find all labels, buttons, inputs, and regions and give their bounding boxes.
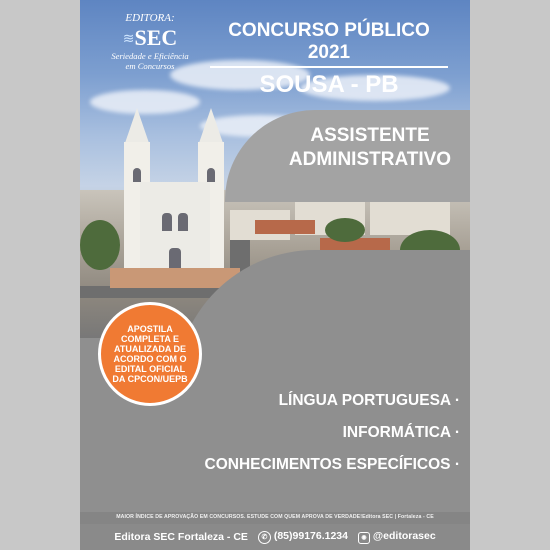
roof [255, 220, 315, 234]
exam-title [210, 20, 448, 99]
publisher-label: EDITORA: [125, 12, 175, 24]
book-cover [80, 0, 470, 550]
tagline: MAIOR ÍNDICE DE APROVAÇÃO EM CONCURSOS. ESTUDE COM QUEM APROVA DE VERDADE!Editora SEC | Fortaleza - CE [116, 514, 434, 520]
subject-item: INFORMÁTICA · [342, 424, 460, 441]
tree [80, 220, 120, 270]
publisher-slogan-2: em Concursos [125, 61, 175, 71]
exam-name: CONCURSO PÚBLICO 2021 [210, 20, 448, 68]
subject-item: LÍNGUA PORTUGUESA · [278, 392, 460, 409]
job-title [240, 124, 470, 172]
subject-item: CONHECIMENTOS ESPECÍFICOS · [204, 456, 460, 473]
church-window [178, 213, 188, 231]
contact-footer [80, 524, 470, 550]
publisher-name: SEC [134, 25, 178, 50]
church-window [207, 168, 215, 182]
church-window [162, 213, 172, 231]
church-spire [198, 108, 224, 146]
whatsapp-icon: ✆ [258, 531, 271, 544]
instagram-icon: ◉ [358, 532, 370, 544]
publisher-location: Editora SEC Fortaleza - CE [114, 531, 248, 543]
instagram-contact [358, 530, 436, 544]
edition-badge [98, 302, 202, 406]
edition-badge-text: APOSTILA COMPLETA E ATUALIZADA DE ACORDO COM O EDITAL OFICIAL DA CPCON/UEPB [112, 324, 188, 384]
exam-location: SOUSA - PB [259, 71, 399, 98]
publisher-logo [102, 25, 198, 51]
job-title-line-2: ADMINISTRATIVO [288, 149, 452, 170]
wave-logo-icon: ≋ [122, 29, 133, 46]
job-title-line-1: ASSISTENTE [310, 125, 430, 146]
publisher-slogan-1: Seriedade e Eficiência [111, 51, 189, 61]
church [122, 108, 228, 273]
church-window [133, 168, 141, 182]
phone-contact [258, 530, 348, 544]
tree [325, 218, 365, 242]
phone-number: (85)99176.1234 [273, 530, 348, 543]
instagram-handle: @editorasec [372, 530, 436, 543]
publisher-brand [102, 12, 198, 71]
subject-list [205, 392, 461, 488]
church-spire [124, 108, 150, 146]
